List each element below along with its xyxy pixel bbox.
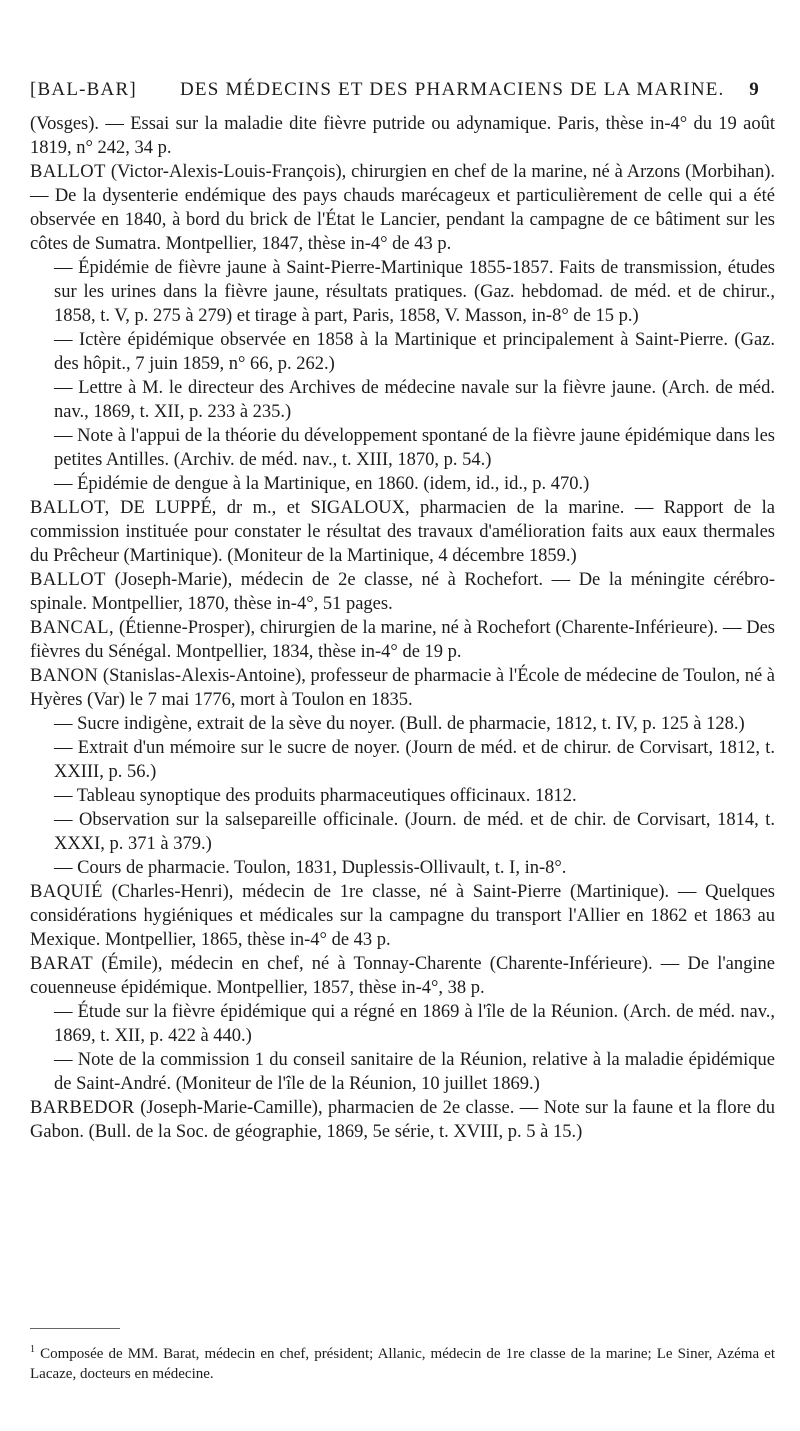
footnote-rule [30,1328,120,1329]
entry-name: BANON [30,666,99,686]
entry-barbedor: BARBEDOR (Joseph-Marie-Camille), pharmacien de 2e classe. — Note sur la faune et la flore du Gabon. (Bull. de la Soc. de géographie, 1869, 5e série, t. XVIII, p. 5 à 15.) [30,1098,775,1142]
entry-sub: — Épidémie de dengue à la Martinique, en 1860. (idem, id., id., p. 470.) [54,474,590,494]
entry-sub: — Lettre à M. le directeur des Archives de médecine navale sur la fièvre jaune. (Arch. de méd. nav., 1869, t. XII, p. 233 à 235.) [54,378,775,422]
entry-name: BALLOT [30,162,106,182]
entry-name: BARBEDOR [30,1098,135,1118]
header-title: DES MÉDECINS ET DES PHARMACIENS DE LA MARINE. [180,79,725,100]
entry-bancal: BANCAL, (Étienne-Prosper), chirurgien de la marine, né à Rochefort (Charente-Inférieure). — Des fièvres du Sénégal. Montpellier, 1834, thèse in-4° de 19 p. [30,618,775,662]
entry-name: BALLOT, [30,498,110,518]
entry-0: (Vosges). — Essai sur la maladie dite fièvre putride ou adynamique. Paris, thèse in-4° du 19 août 1819, n° 242, 34 p. [30,114,775,158]
entry-name: BANCAL, [30,618,115,638]
entry-ballot-luppe: BALLOT, DE LUPPÉ, dr m., et SIGALOUX, pharmacien de la marine. — Rapport de la commission instituée pour constater le résultat des travaux d'amélioration faits aux eaux thermales du Prêcheur (Martinique). (Moniteur de la Martinique, 4 décembre 1859.) [30,498,775,566]
footnote-mark: 1 [30,1344,35,1355]
entry-name: BALLOT [30,570,106,590]
header-range: [BAL-BAR] [30,79,137,100]
footnote-text: Composée de MM. Barat, médecin en chef, président; Allanic, médecin de 1re classe de la marine; Le Siner, Azéma et Lacaze, docteurs en médecine. [30,1346,776,1382]
entry-sub: — Ictère épidémique observée en 1858 à la Martinique et principalement à Saint-Pierre. (Gaz. des hôpit., 7 juin 1859, n° 66, p. 262.) [54,330,775,374]
entry-ballot-victor: BALLOT (Victor-Alexis-Louis-François), chirurgien en chef de la marine, né à Arzons (Morbihan). — De la dysenterie endémique des pays chauds marécageux et particulièrement de celle qui a été observée en 1840, à bord du brick de l'État le Lancier, pendant la campagne de ce bâtiment sur les côtes de Sumatra. Montpellier, 1847, thèse in-4° de 43 p. [30,162,775,254]
page-number: 9 [749,79,760,100]
entry-sub: — Cours de pharmacie. Toulon, 1831, Duplessis-Ollivault, t. I, in-8°. [54,858,567,878]
entries-list [30,112,775,1144]
entry-baquie: BAQUIÉ (Charles-Henri), médecin de 1re classe, né à Saint-Pierre (Martinique). — Quelques considérations hygiéniques et médicales sur la campagne du transport l'Allier en 1862 et 1863 au Mexique. Montpellier, 1865, thèse in-4° de 43 p. [30,882,775,950]
footnote [30,1340,775,1384]
entry-ballot-joseph: BALLOT (Joseph-Marie), médecin de 2e classe, né à Rochefort. — De la méningite cérébro-spinale. Montpellier, 1870, thèse in-4°, 51 pages. [30,570,775,614]
entry-sub: — Extrait d'un mémoire sur le sucre de noyer. (Journ de méd. et de chirur. de Corvisart, 1812, t. XXIII, p. 56.) [54,738,775,782]
entry-sub: — Tableau synoptique des produits pharmaceutiques officinaux. 1812. [54,786,577,806]
entry-sub: — Étude sur la fièvre épidémique qui a régné en 1869 à l'île de la Réunion. (Arch. de méd. nav., 1869, t. XII, p. 422 à 440.) [54,1002,775,1046]
entry-sub: — Observation sur la salsepareille officinale. (Journ. de méd. et de chir. de Corvisart, 1814, t. XXXI, p. 371 à 379.) [54,810,775,854]
entry-sub: — Note de la commission 1 du conseil sanitaire de la Réunion, relative à la maladie épidémique de Saint-André. (Moniteur de l'île de la Réunion, 10 juillet 1869.) [54,1050,775,1094]
entry-sub: — Note à l'appui de la théorie du développement spontané de la fièvre jaune épidémique dans les petites Antilles. (Archiv. de méd. nav., t. XIII, 1870, p. 54.) [54,426,775,470]
entry-barat: BARAT (Émile), médecin en chef, né à Tonnay-Charente (Charente-Inférieure). — De l'angine couenneuse épidémique. Montpellier, 1857, thèse in-4°, 38 p. [30,954,775,998]
entry-sub: — Épidémie de fièvre jaune à Saint-Pierre-Martinique 1855-1857. Faits de transmission, études sur les urines dans la fièvre jaune, résultats pratiques. (Gaz. hebdomad. de méd. et de chirur., 1858, t. V, p. 275 à 279) et tirage à part, Paris, 1858, V. Masson, in-8° de 15 p.) [54,258,775,326]
entry-name: BAQUIÉ [30,882,103,902]
entry-name: BARAT [30,954,94,974]
entry-banon: BANON (Stanislas-Alexis-Antoine), professeur de pharmacie à l'École de médecine de Toulon, né à Hyères (Var) le 7 mai 1776, mort à Toulon en 1835. [30,666,775,710]
entry-sub: — Sucre indigène, extrait de la sève du noyer. (Bull. de pharmacie, 1812, t. IV, p. 125 à 128.) [54,714,745,734]
